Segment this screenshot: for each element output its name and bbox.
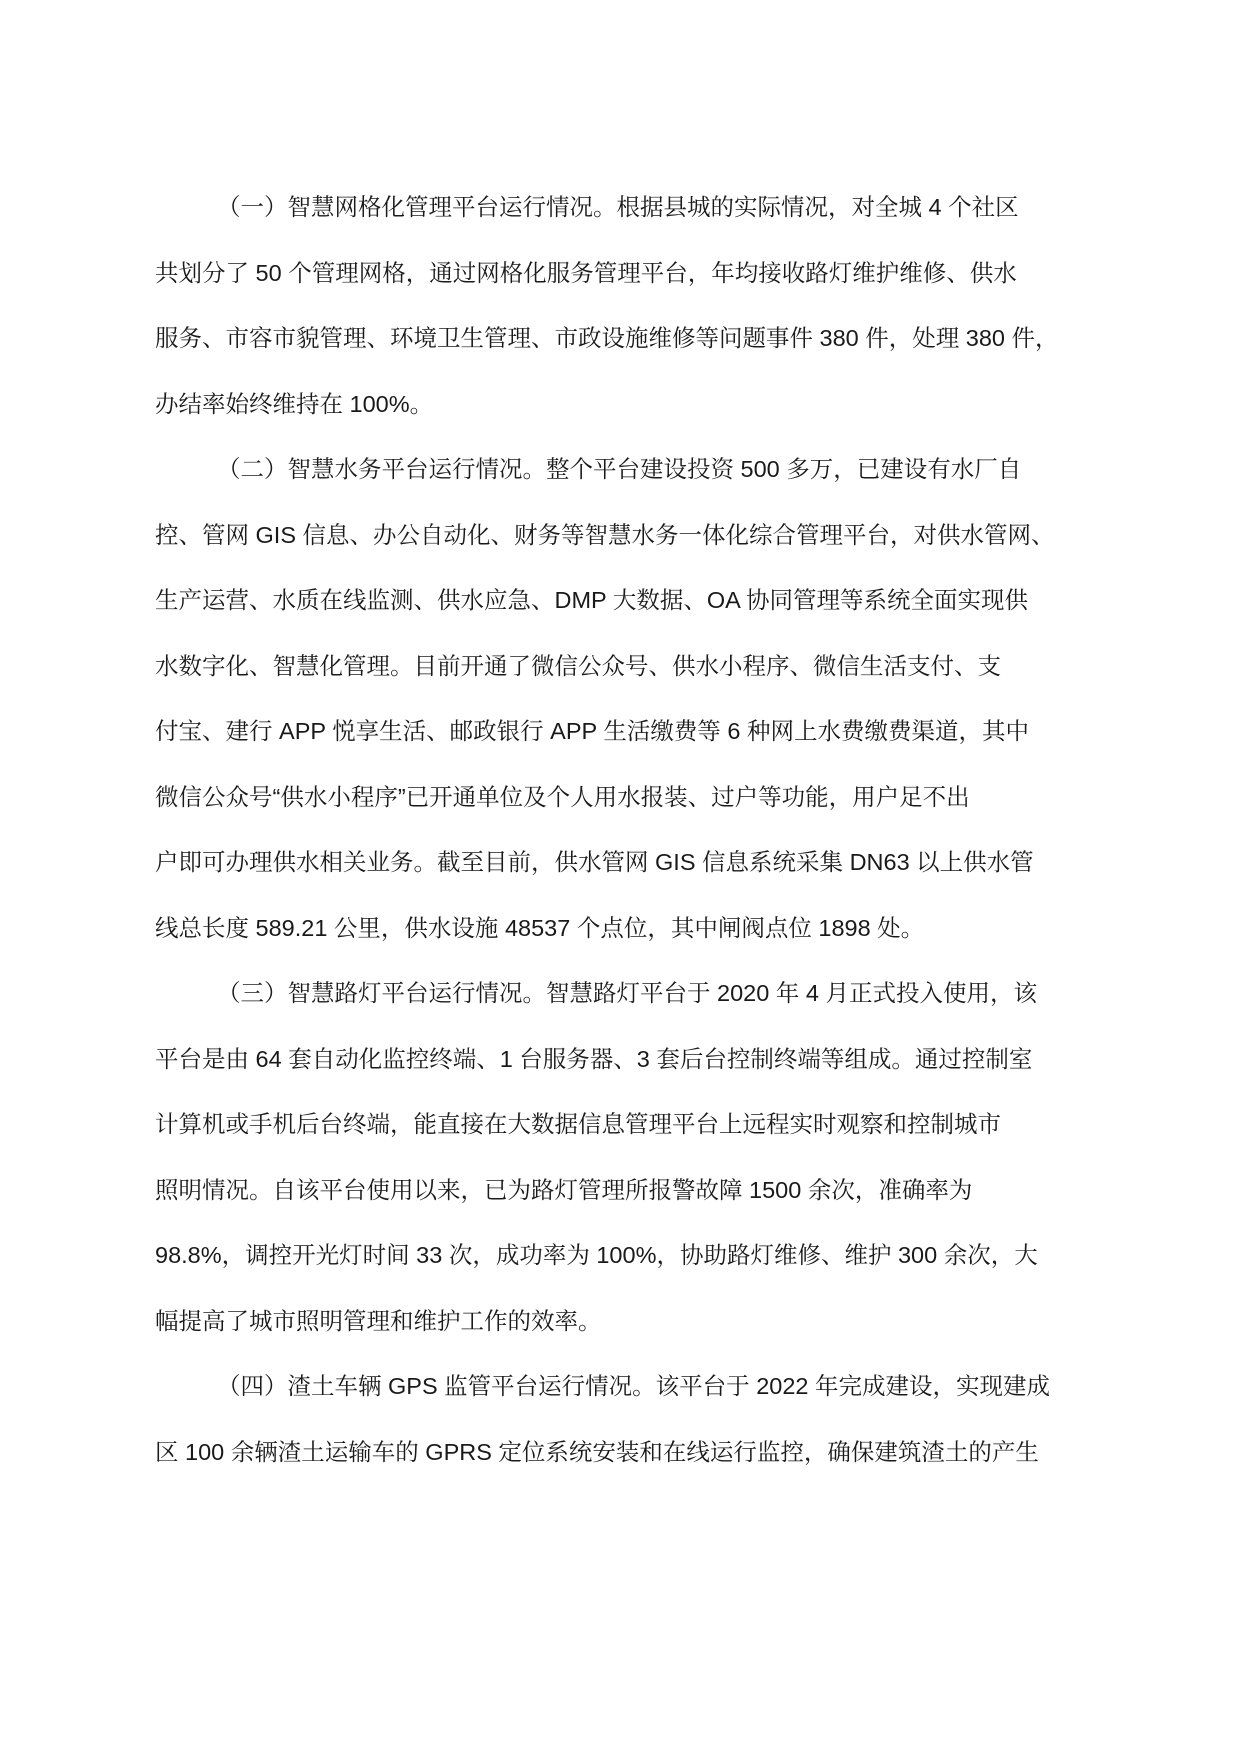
document-body: [155, 190, 1090, 1500]
paragraph-street-lights: [155, 976, 1090, 1369]
text-line: 线总长度 589.21 公里，供水设施 48537 个点位，其中闸阀点位 1898 处。: [155, 914, 925, 941]
text-line: 98.8%，调控开光灯时间 33 次，成功率为 100%，协助路灯维修、维护 300 余次，大: [155, 1242, 1038, 1268]
text-line: 服务、市容市貌管理、环境卫生管理、市政设施维修等问题事件 380 件，处理 380 件，: [155, 325, 1059, 351]
text-line: 平台是由 64 套自动化监控终端、1 台服务器、3 套后台控制终端等组成。通过控制室: [155, 1045, 1033, 1072]
text-line: 付宝、建行 APP 悦享生活、邮政银行 APP 生活缴费等 6 种网上水费缴费渠道，其中: [155, 718, 1029, 744]
text-line: 控、管网 GIS 信息、办公自动化、财务等智慧水务一体化综合管理平台，对供水管网、: [155, 521, 1055, 548]
text-line: 微信公众号“供水小程序”已开通单位及个人用水报装、过户等功能，用户足不出: [155, 783, 970, 810]
text-line: 办结率始终维持在 100%。: [155, 390, 434, 417]
text-line: 共划分了 50 个管理网格，通过网格化服务管理平台，年均接收路灯维护维修、供水: [155, 259, 1017, 286]
text-line: （二）智慧水务平台运行情况。整个平台建设投资 500 多万，已建设有水厂自: [217, 456, 1022, 482]
text-line: （四）渣土车辆 GPS 监管平台运行情况。该平台于 2022 年完成建设，实现建成: [217, 1373, 1051, 1399]
text-line: （一）智慧网格化管理平台运行情况。根据县城的实际情况，对全城 4 个社区: [217, 194, 1019, 220]
text-line: 生产运营、水质在线监测、供水应急、DMP 大数据、OA 协同管理等系统全面实现供: [155, 587, 1029, 613]
text-line: （三）智慧路灯平台运行情况。智慧路灯平台于 2020 年 4 月正式投入使用，该: [217, 980, 1037, 1006]
text-line: 户即可办理供水相关业务。截至目前，供水管网 GIS 信息系统采集 DN63 以上供水管: [155, 849, 1034, 875]
text-line: 计算机或手机后台终端，能直接在大数据信息管理平台上远程实时观察和控制城市: [155, 1111, 1001, 1137]
paragraph-muck-trucks: [155, 1369, 1090, 1500]
paragraph-grid-management: [155, 190, 1090, 452]
text-line: 幅提高了城市照明管理和维护工作的效率。: [155, 1307, 602, 1334]
paragraph-water-affairs: [155, 452, 1090, 976]
text-line: 照明情况。自该平台使用以来，已为路灯管理所报警故障 1500 余次，准确率为: [155, 1176, 973, 1203]
text-line: 区 100 余辆渣土运输车的 GPRS 定位系统安装和在线运行监控，确保建筑渣土的产生: [155, 1438, 1039, 1465]
text-line: 水数字化、智慧化管理。目前开通了微信公众号、供水小程序、微信生活支付、支: [155, 652, 1001, 679]
